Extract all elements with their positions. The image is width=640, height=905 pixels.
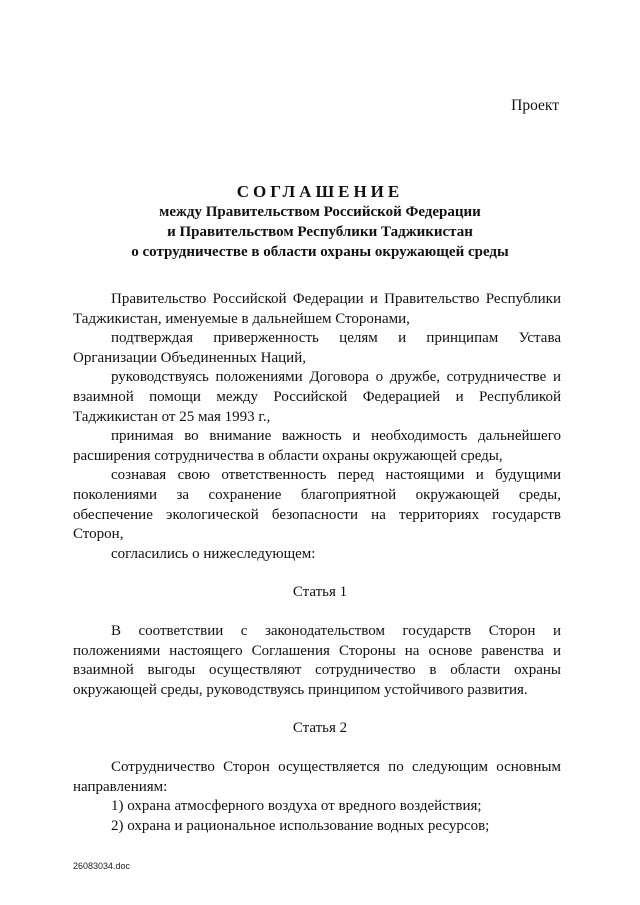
preamble-paragraph: руководствуясь положениями Договора о дружбе, сотрудничестве и взаимной помощи между Российской Федерацией и Республикой Таджикистан от 25 мая 1993 г.,: [73, 369, 561, 425]
preamble-paragraph: сознавая свою ответственность перед настоящими и будущими поколениями за сохранение благоприятной окружающей среды, обеспечение экологической безопасности на территориях государств Сторон,: [73, 467, 561, 543]
title-line-3: о сотрудничестве в области охраны окружающей среды: [131, 244, 509, 260]
draft-label: Проект: [511, 97, 559, 114]
article-2-text: Сотрудничество Сторон осуществляется по следующим основным направлениям:: [73, 759, 561, 795]
article-2-item: 1) охрана атмосферного воздуха от вредного воздействия;: [111, 798, 482, 815]
article-1-text: В соответствии с законодательством государств Сторон и положениями настоящего Соглашения Стороны на основе равенства и взаимной выгоды осуществляют сотрудничество в области охраны окружающей среды, руководствуясь принципом устойчивого развития.: [73, 623, 561, 698]
preamble: [73, 290, 561, 564]
article-2-item: 2) охрана и рациональное использование водных ресурсов;: [111, 817, 490, 834]
article-1-heading: Статья 1: [292, 584, 348, 600]
article-2-heading: Статья 2: [292, 720, 348, 736]
preamble-paragraph: согласились о нижеследующем:: [111, 545, 316, 562]
document-title: СОГЛАШЕНИЕ: [236, 182, 404, 201]
title-block: [0, 182, 640, 262]
document-id: 26083034.doc: [73, 861, 131, 871]
preamble-paragraph: принимая во внимание важность и необходимость дальнейшего расширения сотрудничества в области охраны окружающей среды,: [73, 428, 561, 464]
title-line-2: и Правительством Республики Таджикистан: [167, 224, 473, 240]
article-1-body: [73, 622, 561, 700]
preamble-paragraph: Правительство Российской Федерации и Правительство Республики Таджикистан, именуемые в дальнейшем Сторонами,: [73, 291, 561, 327]
preamble-paragraph: подтверждая приверженность целям и принципам Устава Организации Объединенных Наций,: [73, 330, 561, 366]
article-2-body: [73, 758, 561, 836]
title-line-1: между Правительством Российской Федерации: [159, 204, 481, 220]
